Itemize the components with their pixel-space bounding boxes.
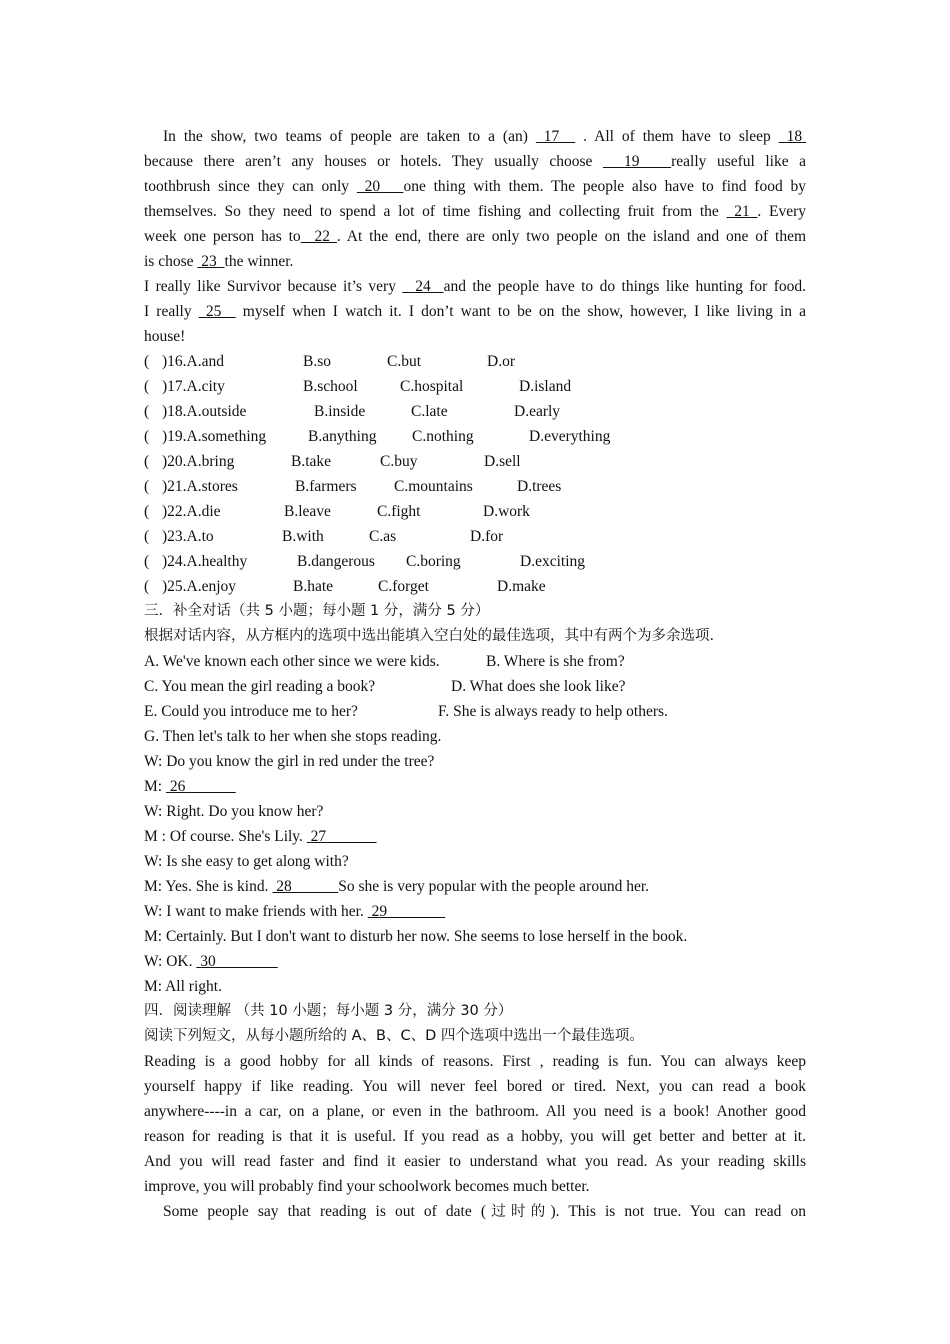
passage-line: house!	[144, 328, 186, 345]
dialogue-line: M: 26	[144, 774, 806, 799]
option-b: B. Where is she from?	[486, 653, 625, 670]
blank-18: 18	[786, 128, 803, 145]
dialogue-line: M : Of course. She's Lily. 27	[144, 824, 806, 849]
blank-22: 22	[314, 228, 330, 245]
dialogue-line: M: Certainly. But I don't want to disturb her now. She seems to lose herself in the book.	[144, 928, 688, 945]
reading-line: reason for reading is that it is useful. If you read as a hobby, you will get better and better at it.	[144, 1128, 806, 1145]
blank-25: 25	[205, 303, 222, 320]
question-23: ( )23.A.to B.with C.as D.for	[144, 524, 806, 549]
passage-line: is chose 23 the winner.	[144, 253, 294, 270]
answer-paren[interactable]: (	[144, 403, 150, 420]
section3-instruction: 根据对话内容，从方框内的选项中选出能填入空白处的最佳选项，其中有两个为多余选项.	[144, 628, 715, 644]
blank-27: 27	[310, 828, 327, 845]
dialogue-line: M: All right.	[144, 978, 222, 995]
answer-paren[interactable]: (	[144, 578, 150, 595]
reading-line: improve, you will probably find your schoolwork becomes much better.	[144, 1178, 590, 1195]
option-c: C. You mean the girl reading a book?	[144, 678, 376, 695]
question-22: ( )22.A.die B.leave C.fight D.work	[144, 499, 806, 524]
blank-19: 19	[624, 153, 640, 170]
blank-30: 30	[200, 953, 216, 970]
answer-paren[interactable]: (	[144, 353, 150, 370]
section3-heading: 三．补全对话（共 5 小题；每小题 1 分，满分 5 分）	[144, 603, 490, 619]
passage-line: week one person has to 22 . At the end, there are only two people on the island and one of them	[144, 228, 806, 245]
blank-20: 20	[364, 178, 381, 195]
blank-28: 28	[276, 878, 292, 895]
answer-paren[interactable]: (	[144, 378, 150, 395]
blank-21: 21	[734, 203, 750, 220]
dialogue-line: W: I want to make friends with her. 29	[144, 899, 806, 924]
question-21: ( )21.A.stores B.farmers C.mountains D.trees	[144, 474, 806, 499]
answer-paren[interactable]: (	[144, 528, 150, 545]
passage-line: I really like Survivor because it’s very 24 and the people have to do things like hunting for food.	[144, 278, 806, 295]
blank-26: 26	[169, 778, 186, 795]
passage-line: In the show, two teams of people are taken to a (an) 17 . All of them have to sleep 18	[144, 124, 806, 149]
option-d: D. What does she look like?	[451, 678, 626, 695]
reading-line: anywhere----in a car, on a plane, or even in the bathroom. All you need is a book! Another good	[144, 1103, 806, 1120]
passage-line: themselves. So they need to spend a lot of time fishing and collecting fruit from the 21 . Every	[144, 203, 806, 220]
section4-instruction: 阅读下列短文，从每小题所给的 A、B、C、D 四个选项中选出一个最佳选项。	[144, 1028, 644, 1044]
reading-line: yourself happy if like reading. You will never feel bored or tired. Next, you can read a book	[144, 1078, 806, 1095]
dialogue-line: M: Yes. She is kind. 28 So she is very popular with the people around her.	[144, 878, 650, 895]
question-16: ( )16.A.and B.so C.but D.or	[144, 349, 806, 374]
dialogue-line: W: Right. Do you know her?	[144, 803, 324, 820]
blank-29: 29	[371, 903, 388, 920]
answer-paren[interactable]: (	[144, 478, 150, 495]
dialogue-options-row	[144, 674, 806, 699]
answer-paren[interactable]: (	[144, 453, 150, 470]
answer-paren[interactable]: (	[144, 428, 150, 445]
blank-23: 23	[201, 253, 217, 270]
passage-line: I really 25 myself when I watch it. I don’t want to be on the show, however, I like living in a	[144, 303, 806, 320]
passage-line: toothbrush since they can only 20 one thing with them. The people also have to find food by	[144, 178, 806, 195]
dialogue-options-row	[144, 724, 806, 749]
question-19: ( )19.A.something B.anything C.nothing D.everything	[144, 424, 806, 449]
answer-paren[interactable]: (	[144, 503, 150, 520]
reading-line: Some people say that reading is out of date (过时的). This is not true. You can read on	[163, 1203, 806, 1220]
question-17: ( )17.A.city B.school C.hospital D.island	[144, 374, 806, 399]
question-25: ( )25.A.enjoy B.hate C.forget D.make	[144, 574, 806, 599]
dialogue-options-row	[144, 649, 806, 674]
dialogue-line: W: OK. 30	[144, 949, 806, 974]
option-e: E. Could you introduce me to her?	[144, 703, 358, 720]
question-20: ( )20.A.bring B.take C.buy D.sell	[144, 449, 806, 474]
option-f: F. She is always ready to help others.	[438, 703, 668, 720]
passage-line: because there aren’t any houses or hotels. They usually choose 19 really useful like a	[144, 153, 806, 170]
section4-heading: 四．阅读理解 （共 10 小题；每小题 3 分，满分 30 分）	[144, 1003, 513, 1019]
blank-24: 24	[415, 278, 431, 295]
page-content	[144, 124, 806, 1224]
dialogue-line: W: Do you know the girl in red under the tree?	[144, 753, 435, 770]
dialogue-options-row	[144, 699, 806, 724]
blank-17: 17	[543, 128, 560, 145]
answer-paren[interactable]: (	[144, 553, 150, 570]
reading-line: And you will read faster and find it easier to understand what you read. As your reading skills	[144, 1153, 806, 1170]
option-a: A. We've known each other since we were kids.	[144, 653, 440, 670]
option-g: G. Then let's talk to her when she stops reading.	[144, 728, 442, 745]
dialogue-line: W: Is she easy to get along with?	[144, 853, 349, 870]
reading-line: Reading is a good hobby for all kinds of reasons. First , reading is fun. You can always keep	[144, 1053, 806, 1070]
question-18: ( )18.A.outside B.inside C.late D.early	[144, 399, 806, 424]
question-24: ( )24.A.healthy B.dangerous C.boring D.exciting	[144, 549, 806, 574]
